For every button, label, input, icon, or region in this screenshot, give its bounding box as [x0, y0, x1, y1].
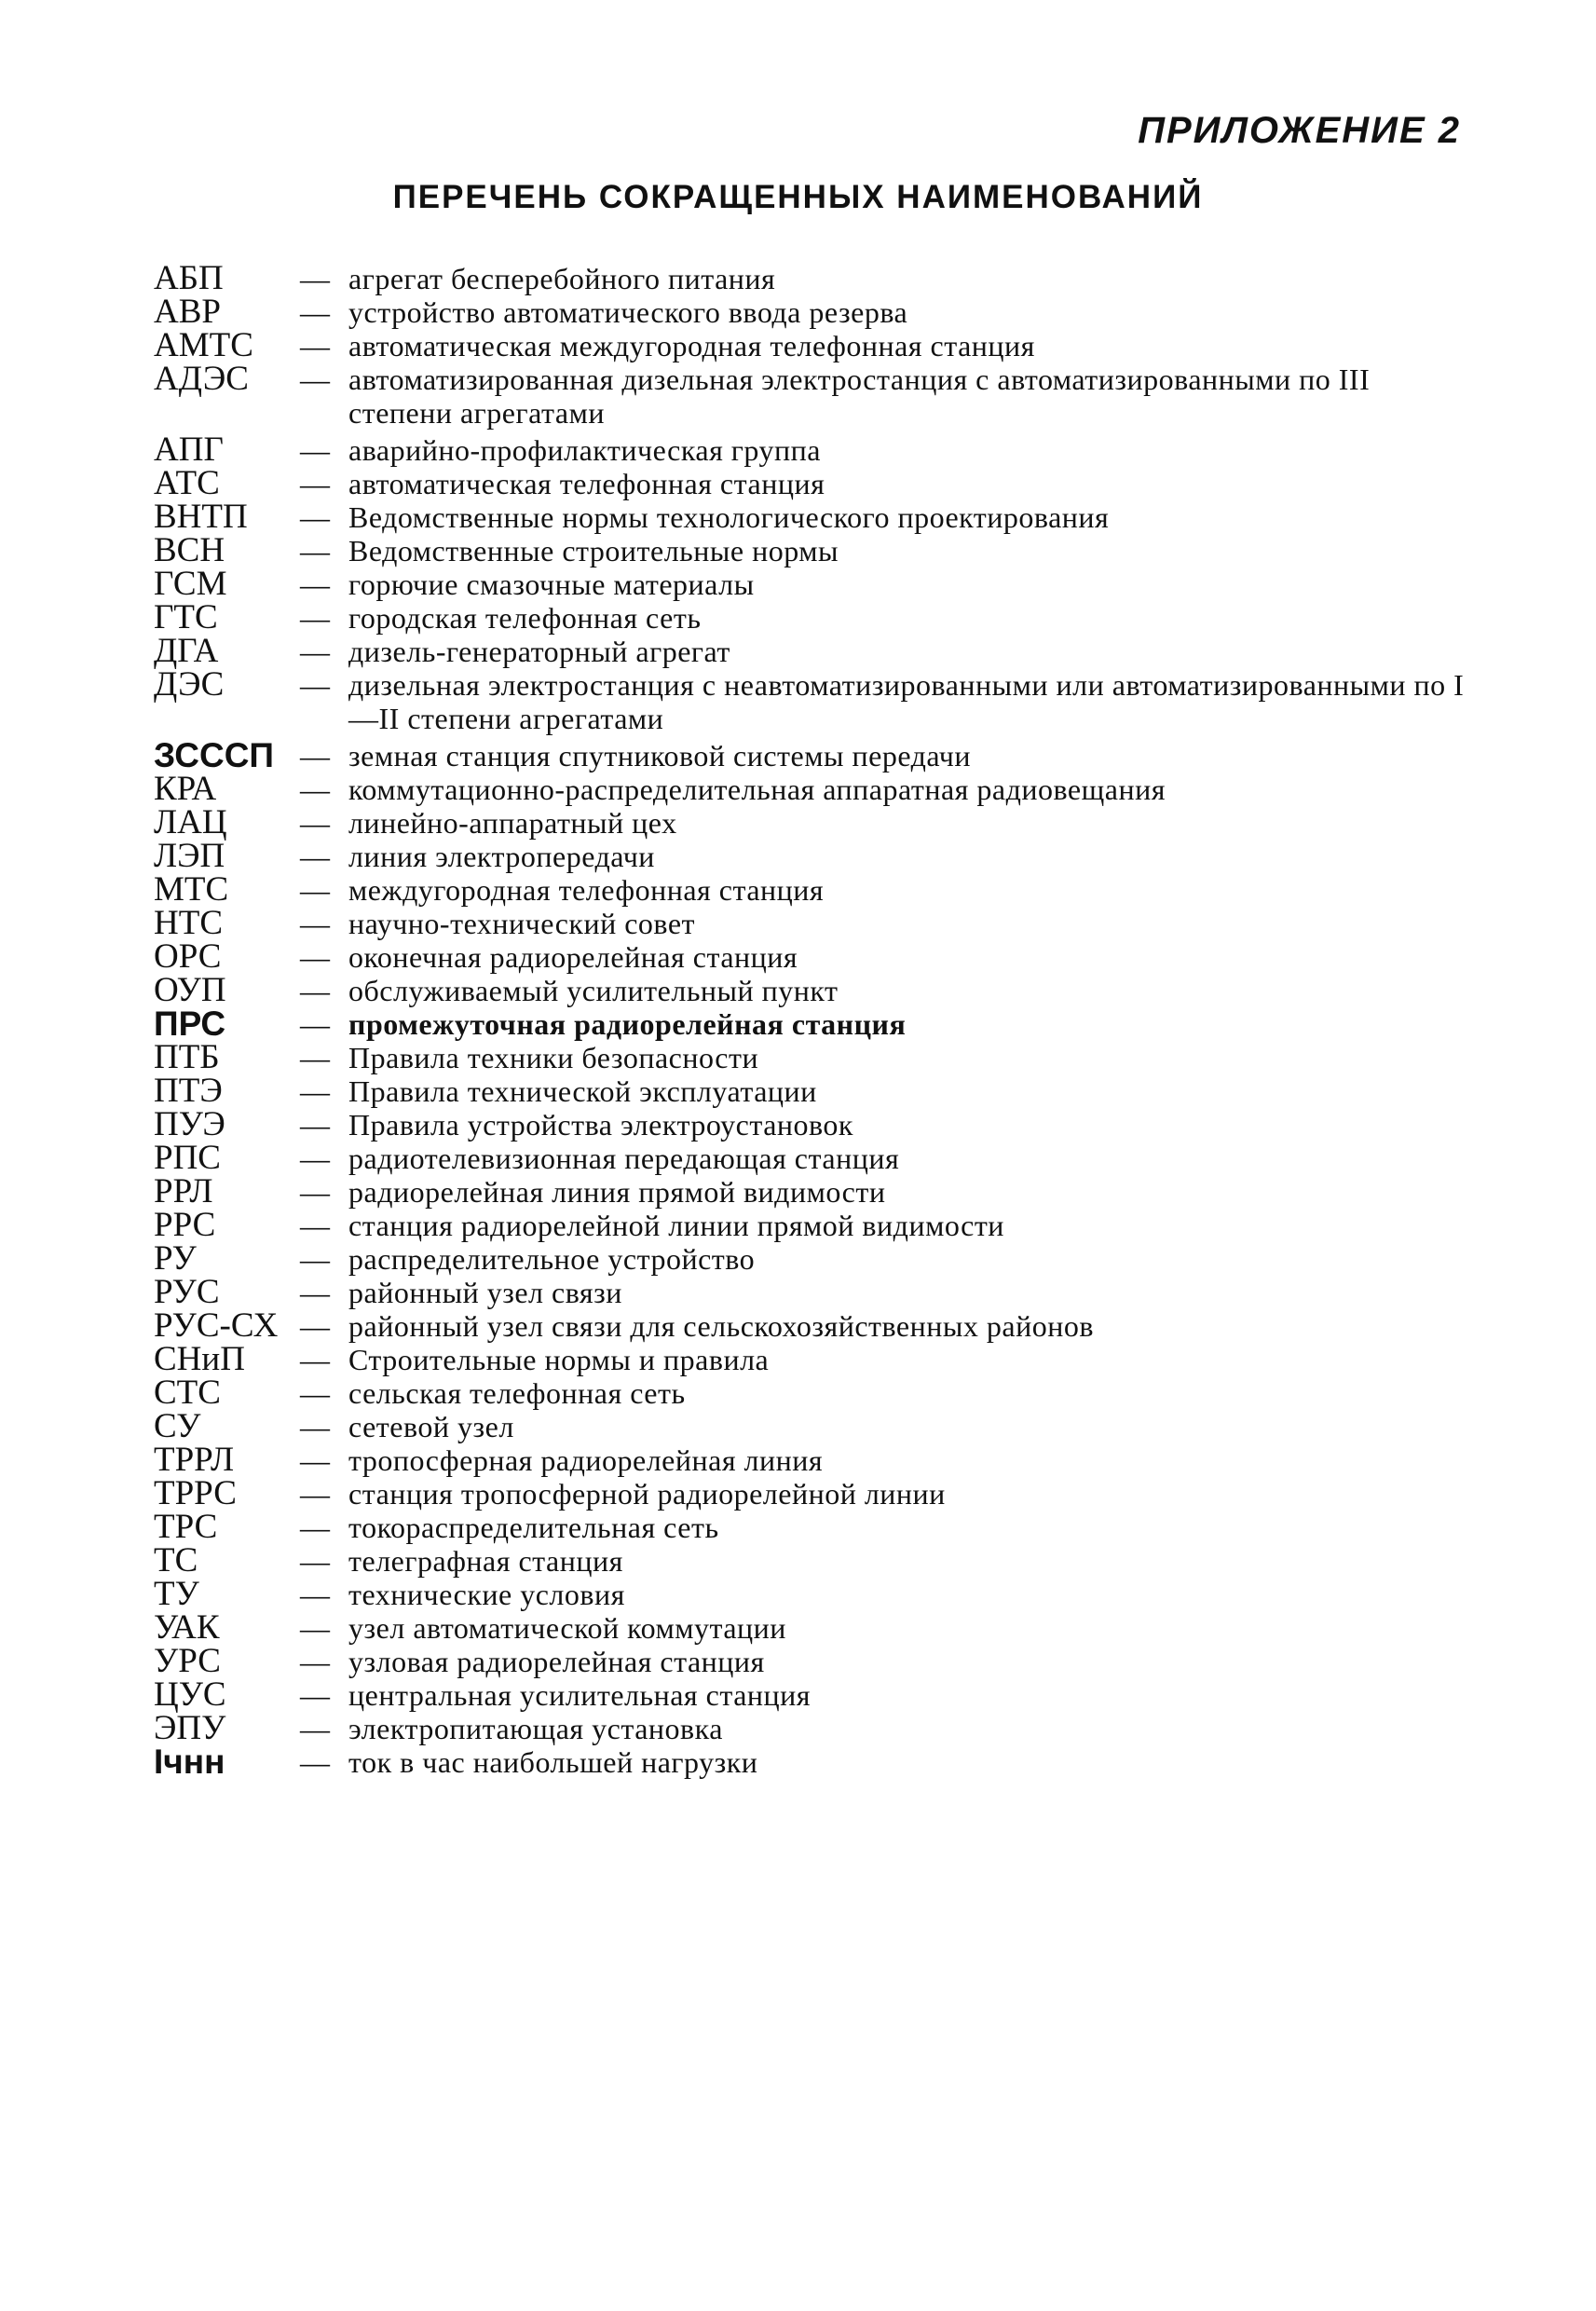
- abbreviation-definition: узловая радиорелейная станция: [348, 1645, 765, 1678]
- em-dash-separator: —: [300, 1209, 330, 1242]
- abbreviation-term: ТРРС: [154, 1474, 237, 1512]
- abbreviation-entry: [154, 500, 1477, 534]
- em-dash-separator: —: [300, 433, 330, 467]
- abbreviation-entry: [154, 904, 1477, 942]
- abbreviation-entry: [154, 736, 1477, 774]
- abbreviation-definition: обслуживаемый усилительный пункт: [348, 974, 839, 1007]
- em-dash-separator: —: [300, 500, 330, 534]
- em-dash-separator: —: [300, 974, 330, 1007]
- em-dash-separator: —: [300, 1074, 330, 1108]
- abbreviation-term: ОУП: [154, 971, 226, 1009]
- em-dash-separator: —: [300, 1376, 330, 1410]
- em-dash-separator: —: [300, 1242, 330, 1276]
- em-dash-separator: —: [300, 840, 330, 873]
- abbreviation-definition: земная станция спутниковой системы передачи: [348, 739, 972, 773]
- abbreviation-entry: [154, 464, 1477, 502]
- abbreviation-entry: [154, 1206, 1477, 1244]
- abbreviation-definition: устройство автоматического ввода резерва: [348, 295, 908, 329]
- em-dash-separator: —: [300, 1175, 330, 1209]
- abbreviation-entry: [154, 1541, 1477, 1579]
- abbreviation-entry: [154, 1172, 1477, 1210]
- abbreviation-definition: районный узел связи: [348, 1276, 622, 1309]
- abbreviation-term: РРЛ: [154, 1172, 213, 1210]
- em-dash-separator: —: [300, 668, 330, 702]
- abbreviation-entry: [154, 1239, 1477, 1278]
- abbreviation-entry: [154, 433, 1477, 467]
- em-dash-separator: —: [300, 534, 330, 567]
- abbreviation-term: СНиП: [154, 1340, 245, 1378]
- abbreviation-definition: коммутационно-распределительная аппаратная радиовещания: [348, 773, 1166, 806]
- em-dash-separator: —: [300, 295, 330, 329]
- abbreviation-entry: [154, 1376, 1477, 1410]
- em-dash-separator: —: [300, 873, 330, 907]
- em-dash-separator: —: [300, 1007, 330, 1041]
- abbreviation-term: СУ: [154, 1407, 201, 1445]
- abbreviation-definition: междугородная телефонная станция: [348, 873, 825, 907]
- em-dash-separator: —: [300, 1477, 330, 1511]
- abbreviation-definition: технические условия: [348, 1578, 625, 1611]
- abbreviation-term: ТРРЛ: [154, 1441, 235, 1479]
- abbreviation-definition: ток в час наибольшей нагрузки: [348, 1745, 758, 1779]
- abbreviation-entry: [154, 1675, 1477, 1714]
- abbreviation-entry: [154, 1443, 1477, 1477]
- abbreviation-entry: [154, 1105, 1477, 1143]
- abbreviation-entry: [154, 632, 1477, 670]
- em-dash-separator: —: [300, 362, 330, 396]
- abbreviation-entry: [154, 326, 1477, 364]
- abbreviation-definition: токораспределительная сеть: [348, 1511, 719, 1544]
- abbreviation-definition: Правила техники безопасности: [348, 1041, 759, 1074]
- abbreviation-definition: дизель-генераторный агрегат: [348, 635, 730, 668]
- abbreviation-definition: линейно-аппаратный цех: [348, 806, 677, 840]
- abbreviation-entry: [154, 770, 1477, 808]
- abbreviation-term: ЦУС: [154, 1675, 226, 1714]
- abbreviation-definition: Ведомственные строительные нормы: [348, 534, 839, 567]
- em-dash-separator: —: [300, 1410, 330, 1443]
- em-dash-separator: —: [300, 1142, 330, 1175]
- em-dash-separator: —: [300, 739, 330, 773]
- em-dash-separator: —: [300, 773, 330, 806]
- abbreviation-term: АБП: [154, 259, 224, 297]
- abbreviation-entry: [154, 937, 1477, 976]
- abbreviation-definition: радиорелейная линия прямой видимости: [348, 1175, 886, 1209]
- abbreviation-definition: узел автоматической коммутации: [348, 1611, 786, 1645]
- abbreviation-definition: дизельная электростанция с неавтоматизированными или автоматизированными по I—II степени агрегатами: [348, 668, 1465, 735]
- abbreviation-definition: электропитающая установка: [348, 1712, 723, 1745]
- abbreviation-entry: [154, 295, 1477, 329]
- abbreviation-term: ДЭС: [154, 665, 225, 704]
- em-dash-separator: —: [300, 262, 330, 295]
- abbreviation-list: [154, 259, 1477, 1781]
- abbreviation-definition: автоматическая телефонная станция: [348, 467, 825, 500]
- em-dash-separator: —: [300, 1511, 330, 1544]
- abbreviation-term: ВСН: [154, 531, 225, 569]
- abbreviation-entry: [154, 1407, 1477, 1445]
- abbreviation-definition: Строительные нормы и правила: [348, 1343, 770, 1376]
- abbreviation-term: ОРС: [154, 937, 222, 976]
- abbreviation-definition: центральная усилительная станция: [348, 1678, 812, 1712]
- abbreviation-term: АТС: [154, 464, 220, 502]
- em-dash-separator: —: [300, 1678, 330, 1712]
- abbreviation-definition: телеграфная станция: [348, 1544, 623, 1578]
- abbreviation-definition: агрегат бесперебойного питания: [348, 262, 776, 295]
- em-dash-separator: —: [300, 1276, 330, 1309]
- abbreviation-term: ТРС: [154, 1508, 218, 1546]
- abbreviation-term: РРС: [154, 1206, 216, 1244]
- abbreviation-entry: [154, 1074, 1477, 1108]
- page-title: ПЕРЕЧЕНЬ СОКРАЩЕННЫХ НАИМЕНОВАНИЙ: [392, 179, 1204, 215]
- abbreviation-entry: [154, 837, 1477, 875]
- abbreviation-term: АМТС: [154, 326, 253, 364]
- abbreviation-entry: [154, 1139, 1477, 1177]
- abbreviation-term: ВНТП: [154, 498, 248, 536]
- abbreviation-entry: [154, 1709, 1477, 1747]
- abbreviation-term: ГТС: [154, 598, 218, 636]
- abbreviation-entry: [154, 1306, 1477, 1345]
- em-dash-separator: —: [300, 1041, 330, 1074]
- em-dash-separator: —: [300, 1443, 330, 1477]
- abbreviation-term: РУС-СХ: [154, 1306, 279, 1345]
- abbreviation-entry: [154, 1745, 1477, 1779]
- abbreviation-entry: [154, 259, 1477, 297]
- abbreviation-definition: радиотелевизионная передающая станция: [348, 1142, 900, 1175]
- em-dash-separator: —: [300, 467, 330, 500]
- abbreviation-term: ДГА: [154, 632, 219, 670]
- abbreviation-term: АВР: [154, 293, 221, 331]
- abbreviation-term: ТС: [154, 1541, 198, 1579]
- abbreviation-entry: [154, 1508, 1477, 1546]
- abbreviation-definition: горючие смазочные материалы: [348, 567, 755, 601]
- abbreviation-term: ЛАЦ: [154, 803, 227, 841]
- em-dash-separator: —: [300, 1578, 330, 1611]
- abbreviation-definition: автоматизированная дизельная электростанция с автоматизированными по III степени агрегатами: [348, 362, 1371, 430]
- abbreviation-definition: тропосферная радиорелейная линия: [348, 1443, 824, 1477]
- abbreviation-definition: линия электропередачи: [348, 840, 655, 873]
- abbreviation-definition: распределительное устройство: [348, 1242, 756, 1276]
- abbreviation-term: ЛЭП: [154, 837, 225, 875]
- em-dash-separator: —: [300, 1343, 330, 1376]
- em-dash-separator: —: [300, 907, 330, 940]
- abbreviation-term: РУ: [154, 1239, 197, 1278]
- abbreviation-definition: станция тропосферной радиорелейной линии: [348, 1477, 946, 1511]
- abbreviation-entry: [154, 598, 1477, 636]
- abbreviation-entry: [154, 971, 1477, 1009]
- abbreviation-definition: районный узел связи для сельскохозяйственных районов: [348, 1309, 1094, 1343]
- em-dash-separator: —: [300, 1645, 330, 1678]
- abbreviation-term: ПТБ: [154, 1038, 220, 1076]
- abbreviation-entry: [154, 1340, 1477, 1378]
- em-dash-separator: —: [300, 940, 330, 974]
- abbreviation-definition: городская телефонная сеть: [348, 601, 702, 635]
- abbreviation-term: РУС: [154, 1273, 220, 1311]
- abbreviation-entry: [154, 870, 1477, 909]
- abbreviation-entry: [154, 1038, 1477, 1076]
- em-dash-separator: —: [300, 329, 330, 362]
- abbreviation-definition: станция радиорелейной линии прямой видимости: [348, 1209, 1004, 1242]
- abbreviation-definition: оконечная радиорелейная станция: [348, 940, 798, 974]
- abbreviation-term: АДЭС: [154, 360, 249, 398]
- abbreviation-definition: Ведомственные нормы технологического проектирования: [348, 500, 1110, 534]
- em-dash-separator: —: [300, 1108, 330, 1142]
- abbreviation-definition: аварийно-профилактическая группа: [348, 433, 821, 467]
- appendix-label: ПРИЛОЖЕНИЕ 2: [1138, 110, 1461, 151]
- abbreviation-definition: промежуточная радиорелейная станция: [348, 1007, 907, 1041]
- abbreviation-term: ЭПУ: [154, 1709, 226, 1747]
- em-dash-separator: —: [300, 635, 330, 668]
- em-dash-separator: —: [300, 1712, 330, 1745]
- abbreviation-definition: сетевой узел: [348, 1410, 514, 1443]
- abbreviation-definition: сельская телефонная сеть: [348, 1376, 686, 1410]
- em-dash-separator: —: [300, 1611, 330, 1645]
- abbreviation-entry: [154, 531, 1477, 569]
- em-dash-separator: —: [300, 601, 330, 635]
- em-dash-separator: —: [300, 1309, 330, 1343]
- em-dash-separator: —: [300, 806, 330, 840]
- abbreviation-term: ПРС: [154, 1005, 226, 1043]
- abbreviation-definition: автоматическая междугородная телефонная станция: [348, 329, 1035, 362]
- abbreviation-entry: [154, 1575, 1477, 1613]
- abbreviation-entry: [154, 1273, 1477, 1311]
- abbreviation-term: КРА: [154, 770, 217, 808]
- abbreviation-term: Iчнн: [154, 1743, 225, 1781]
- abbreviation-definition: Правила технической эксплуатации: [348, 1074, 817, 1108]
- abbreviation-entry: [154, 1474, 1477, 1512]
- abbreviation-definition: научно-технический совет: [348, 907, 695, 940]
- abbreviation-entry: [154, 567, 1477, 601]
- abbreviation-term: ТУ: [154, 1575, 199, 1613]
- abbreviation-entry: [154, 1007, 1477, 1041]
- abbreviation-term: ПУЭ: [154, 1105, 225, 1143]
- abbreviation-term: ЗСССП: [154, 736, 275, 774]
- abbreviation-term: УРС: [154, 1642, 221, 1680]
- em-dash-separator: —: [300, 567, 330, 601]
- abbreviation-term: ГСМ: [154, 565, 227, 603]
- abbreviation-entry: [154, 362, 1477, 430]
- abbreviation-term: АПГ: [154, 431, 224, 469]
- abbreviation-entry: [154, 803, 1477, 841]
- abbreviation-entry: [154, 1642, 1477, 1680]
- abbreviation-term: СТС: [154, 1374, 221, 1412]
- abbreviation-entry: [154, 1608, 1477, 1647]
- abbreviation-term: ПТЭ: [154, 1072, 223, 1110]
- abbreviation-term: РПС: [154, 1139, 221, 1177]
- abbreviation-definition: Правила устройства электроустановок: [348, 1108, 853, 1142]
- abbreviation-term: НТС: [154, 904, 223, 942]
- em-dash-separator: —: [300, 1544, 330, 1578]
- abbreviation-term: УАК: [154, 1608, 220, 1647]
- abbreviation-term: МТС: [154, 870, 229, 909]
- abbreviation-entry: [154, 665, 1477, 735]
- em-dash-separator: —: [300, 1745, 330, 1779]
